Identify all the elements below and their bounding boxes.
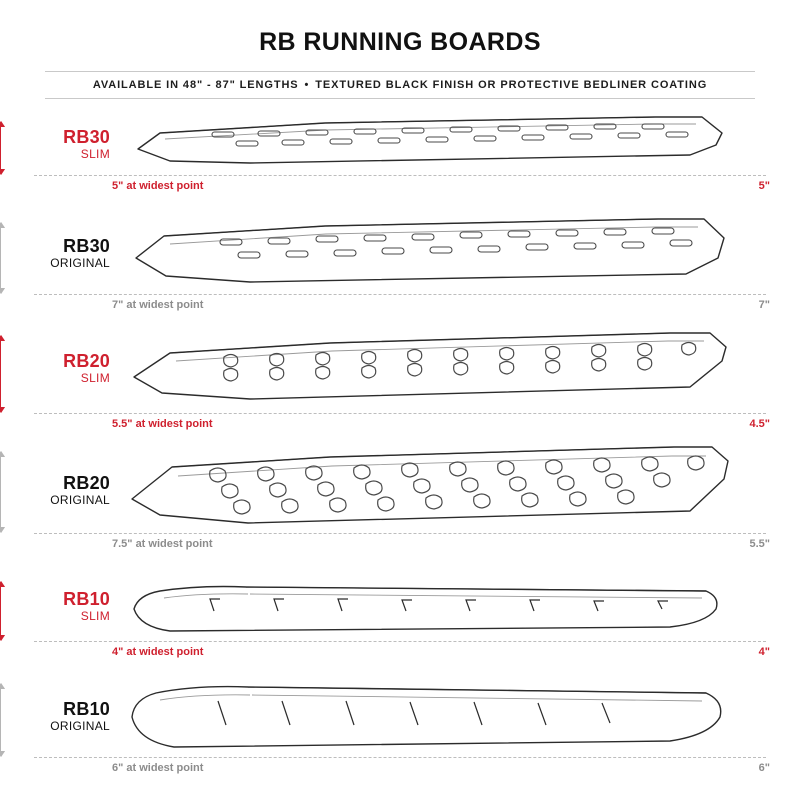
variant-name: SLIM [80, 147, 110, 161]
board-illustration [130, 113, 730, 175]
header [0, 0, 800, 99]
product-row [0, 441, 800, 563]
product-label [30, 236, 110, 271]
baseline [34, 175, 766, 176]
variant-name: SLIM [80, 609, 110, 623]
height-caption: 4.5" [749, 418, 770, 430]
product-row [0, 323, 800, 441]
variant-name: SLIM [80, 371, 110, 385]
dimension-arrow-right [0, 335, 1, 413]
variant-name: ORIGINAL [50, 493, 110, 507]
model-name: RB30 [63, 127, 110, 147]
page-title: RB RUNNING BOARDS [259, 28, 541, 56]
width-caption: 5.5" at widest point [112, 418, 213, 430]
height-caption: 4" [758, 646, 770, 658]
variant-name: ORIGINAL [50, 256, 110, 270]
divider-bottom [45, 98, 755, 99]
baseline [34, 294, 766, 295]
product-rows [0, 105, 800, 783]
subtitle [0, 72, 800, 98]
width-caption: 7.5" at widest point [112, 538, 213, 550]
model-name: RB10 [63, 589, 110, 609]
dimension-arrow-right [0, 683, 1, 757]
height-caption: 6" [758, 762, 770, 774]
dimension-arrow-right [0, 451, 1, 533]
baseline [34, 413, 766, 414]
product-label [30, 589, 110, 624]
board-illustration [130, 573, 730, 643]
variant-name: ORIGINAL [50, 719, 110, 733]
width-caption: 4" at widest point [112, 646, 204, 658]
board-illustration [130, 327, 730, 415]
subtitle-separator: • [304, 79, 310, 91]
product-row [0, 208, 800, 323]
product-row [0, 105, 800, 208]
width-caption: 6" at widest point [112, 762, 204, 774]
product-label [30, 351, 110, 386]
product-row [0, 563, 800, 673]
height-caption: 5.5" [749, 538, 770, 550]
model-name: RB30 [63, 236, 110, 256]
baseline [34, 757, 766, 758]
subtitle-lengths: AVAILABLE IN 48" - 87" LENGTHS [92, 79, 299, 91]
board-illustration [130, 443, 730, 539]
height-caption: 5" [758, 180, 770, 192]
board-illustration [130, 214, 730, 296]
model-name: RB20 [63, 351, 110, 371]
model-name: RB10 [63, 699, 110, 719]
product-label [30, 473, 110, 508]
baseline [34, 641, 766, 642]
product-label [30, 699, 110, 734]
product-label [30, 127, 110, 162]
width-caption: 7" at widest point [112, 299, 204, 311]
height-caption: 7" [758, 299, 770, 311]
model-name: RB20 [63, 473, 110, 493]
dimension-arrow-right [0, 581, 1, 641]
dimension-arrow-right [0, 121, 1, 175]
dimension-arrow-right [0, 222, 1, 294]
width-caption: 5" at widest point [112, 180, 204, 192]
subtitle-finish: TEXTURED BLACK FINISH OR PROTECTIVE BEDLINER COATING [315, 79, 708, 91]
baseline [34, 533, 766, 534]
product-row [0, 673, 800, 783]
board-illustration [130, 677, 730, 757]
